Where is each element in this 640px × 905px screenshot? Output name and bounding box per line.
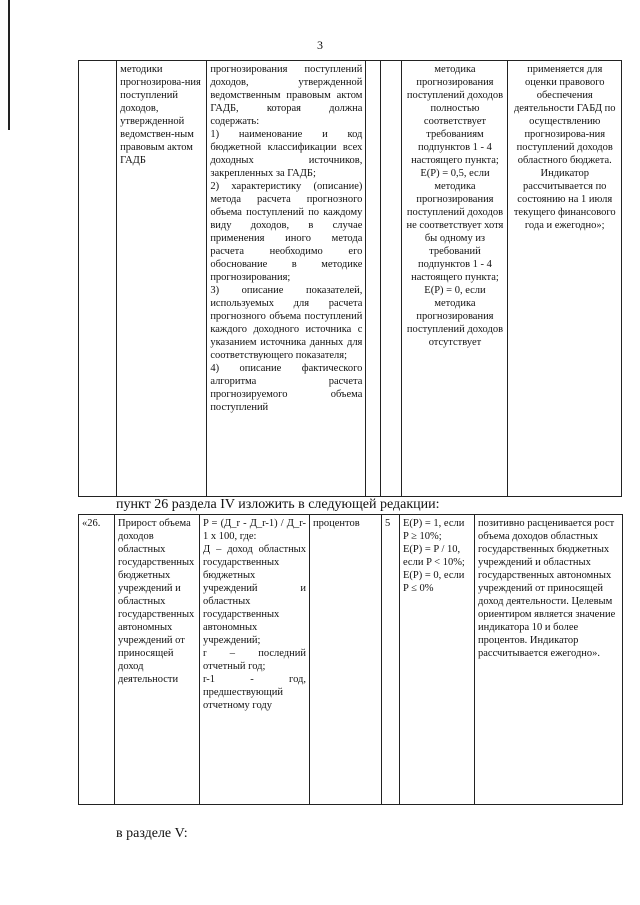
instruction-line: пункт 26 раздела IV изложить в следующей редакции: <box>116 497 440 512</box>
table-cell-unit: процентов <box>310 515 382 805</box>
table-cell-number <box>79 61 117 497</box>
table-row <box>79 61 622 497</box>
table-cell-evaluation: методика прогнозирования поступлений доходов полностью соответствует требованиям подпунктов 1 - 4 настоящего пункта; E(P) = 0,5, если методика прогнозирования поступлений доходов не соответствует хотя бы одному из требований подпунктов 1 - 4 настоящего пункта; E(P) = 0, если методика прогнозирования поступлений доходов отсутствует <box>402 61 508 497</box>
table-row <box>79 515 623 805</box>
margin-bar <box>8 0 10 130</box>
table-cell-number: «26. <box>79 515 115 805</box>
indicator-table-continued <box>78 60 622 497</box>
table-cell-indicator-name: Прирост объема доходов областных государственных бюджетных учреждений и областных государственных автономных учреждений от приносящей доход деятельности <box>115 515 200 805</box>
table-cell-weight <box>381 61 402 497</box>
table-cell-comment: позитивно расцениваетcя рост объема доходов областных государственных бюджетных учреждений и областных государственных автономных учреждений от приносящей доход деятельности. Целевым ориентиром является значение индикатора 10 и более процентов. Индикатор рассчитывается ежегодно». <box>475 515 623 805</box>
indicator-table-26 <box>78 514 623 805</box>
table-cell-unit <box>366 61 381 497</box>
table-cell-formula: P = (Д_r - Д_r-1) / Д_r-1 x 100, где: Д – доход областных государственных бюджетных учреждений и областных государственных автономных учреждений; r – последний отчетный год; r-1 - год, предшествующий отчетному году <box>200 515 310 805</box>
table-cell-evaluation: E(P) = 1, если P ≥ 10%; E(P) = P / 10, если P < 10%; E(P) = 0, если P ≤ 0% <box>400 515 475 805</box>
table-cell-weight: 5 <box>382 515 400 805</box>
table-cell-indicator-name: методики прогнозирова-ния поступлений доходов, утвержденной ведомствен-ным правовым актом ГАДБ <box>117 61 207 497</box>
table-cell-comment: применяется для оценки правового обеспечения деятельности ГАБД по осуществлению прогнозирова-ния поступлений доходов областного бюджета. Индикатор рассчитывается по состоянию на 1 июля текущего финансового года и ежегодно»; <box>508 61 622 497</box>
instruction-line: в разделе V: <box>116 826 188 841</box>
page-number: 3 <box>317 38 323 52</box>
table-cell-formula: прогнозирования поступлений доходов, утвержденной ведомственным правовым актом ГАДБ, которая должна содержать: 1) наименование и код бюджетной классификации всех доходных источников, закрепленных за ГАДБ; 2) характеристику (описание) метода расчета прогнозного объема поступлений по каждому виду доходов, в случае применения иного метода расчета необходимо его обоснование в методике прогнозирования; 3) описание показателей, используемых для расчета прогнозного объема поступлений каждого доходного источника с указанием источника данных для соответствующего показателя; 4) описание фактического алгоритма расчета прогнозируемого объема поступлений <box>207 61 366 497</box>
